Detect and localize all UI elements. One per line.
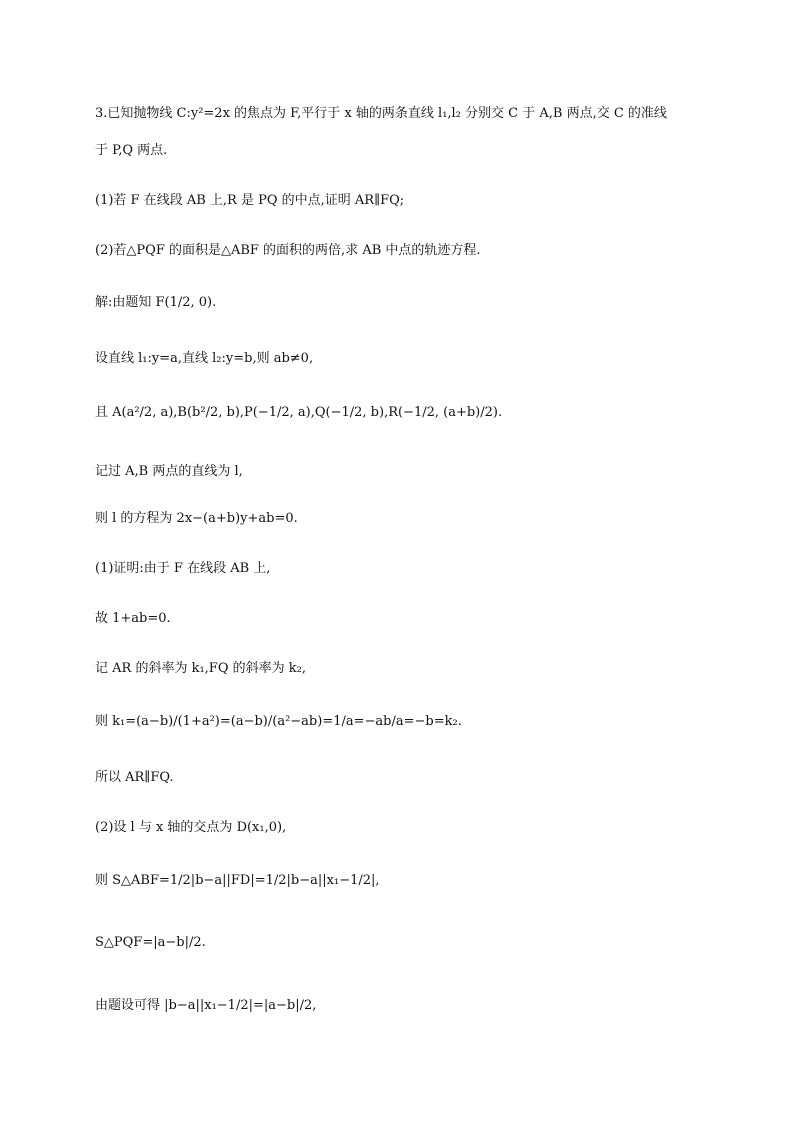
- step-5-text: 则 l 的方程为 2x−(a+b)y+ab=0.: [95, 511, 298, 526]
- solution-step-5: [95, 509, 754, 529]
- part-2-text: (2)若△PQF 的面积是△ABF 的面积的两倍,求 AB 中点的轨迹方程.: [95, 243, 481, 258]
- problem-line-2-text: 于 P,Q 两点.: [95, 143, 168, 158]
- step-10-text: 所以 AR∥FQ.: [95, 770, 174, 785]
- problem-part-2: [95, 241, 754, 261]
- problem-statement-line-1: [95, 104, 754, 124]
- solution-step-7: [95, 609, 754, 629]
- step-9-text: 则 k₁=(a−b)/(1+a²)=(a−b)/(a²−ab)=1/a=−ab/a=−b=k₂.: [95, 714, 462, 729]
- step-8-text: 记 AR 的斜率为 k₁,FQ 的斜率为 k₂,: [95, 661, 306, 676]
- step-7-text: 故 1+ab=0.: [95, 611, 171, 626]
- step-1-text: 解:由题知 F(1/2, 0).: [95, 295, 217, 310]
- solution-step-1: [95, 293, 754, 313]
- solution-step-3: [95, 403, 754, 423]
- solution-step-4: [95, 462, 754, 482]
- step-4-text: 记过 A,B 两点的直线为 l,: [95, 464, 243, 479]
- solution-step-8: [95, 659, 754, 679]
- step-6-text: (1)证明:由于 F 在线段 AB 上,: [95, 561, 271, 576]
- solution-step-14: [95, 996, 754, 1016]
- step-14-text: 由题设可得 |b−a||x₁−1/2|=|a−b|/2,: [95, 998, 317, 1013]
- part-1-text: (1)若 F 在线段 AB 上,R 是 PQ 的中点,证明 AR∥FQ;: [95, 193, 405, 208]
- solution-step-9: [95, 712, 754, 732]
- step-11-text: (2)设 l 与 x 轴的交点为 D(x₁,0),: [95, 820, 287, 835]
- solution-step-2: [95, 349, 754, 369]
- step-12-text: 则 S△ABF=1/2|b−a||FD|=1/2|b−a||x₁−1/2|,: [95, 873, 380, 888]
- solution-step-6: [95, 559, 754, 579]
- problem-part-1: [95, 191, 754, 211]
- step-3-text: 且 A(a²/2, a),B(b²/2, b),P(−1/2, a),Q(−1/2, b),R(−1/2, (a+b)/2).: [95, 405, 503, 420]
- step-2-text: 设直线 l₁:y=a,直线 l₂:y=b,则 ab≠0,: [95, 351, 314, 366]
- problem-statement-line-2: [95, 141, 754, 161]
- solution-step-12: [95, 871, 754, 891]
- solution-step-11: [95, 818, 754, 838]
- step-13-text: S△PQF=|a−b|/2.: [95, 935, 206, 950]
- solution-step-10: [95, 768, 754, 788]
- solution-step-13: [95, 933, 754, 953]
- problem-line-1-text: 3.已知抛物线 C:y²=2x 的焦点为 F,平行于 x 轴的两条直线 l₁,l₂ 分别交 C 于 A,B 两点,交 C 的准线: [95, 106, 667, 121]
